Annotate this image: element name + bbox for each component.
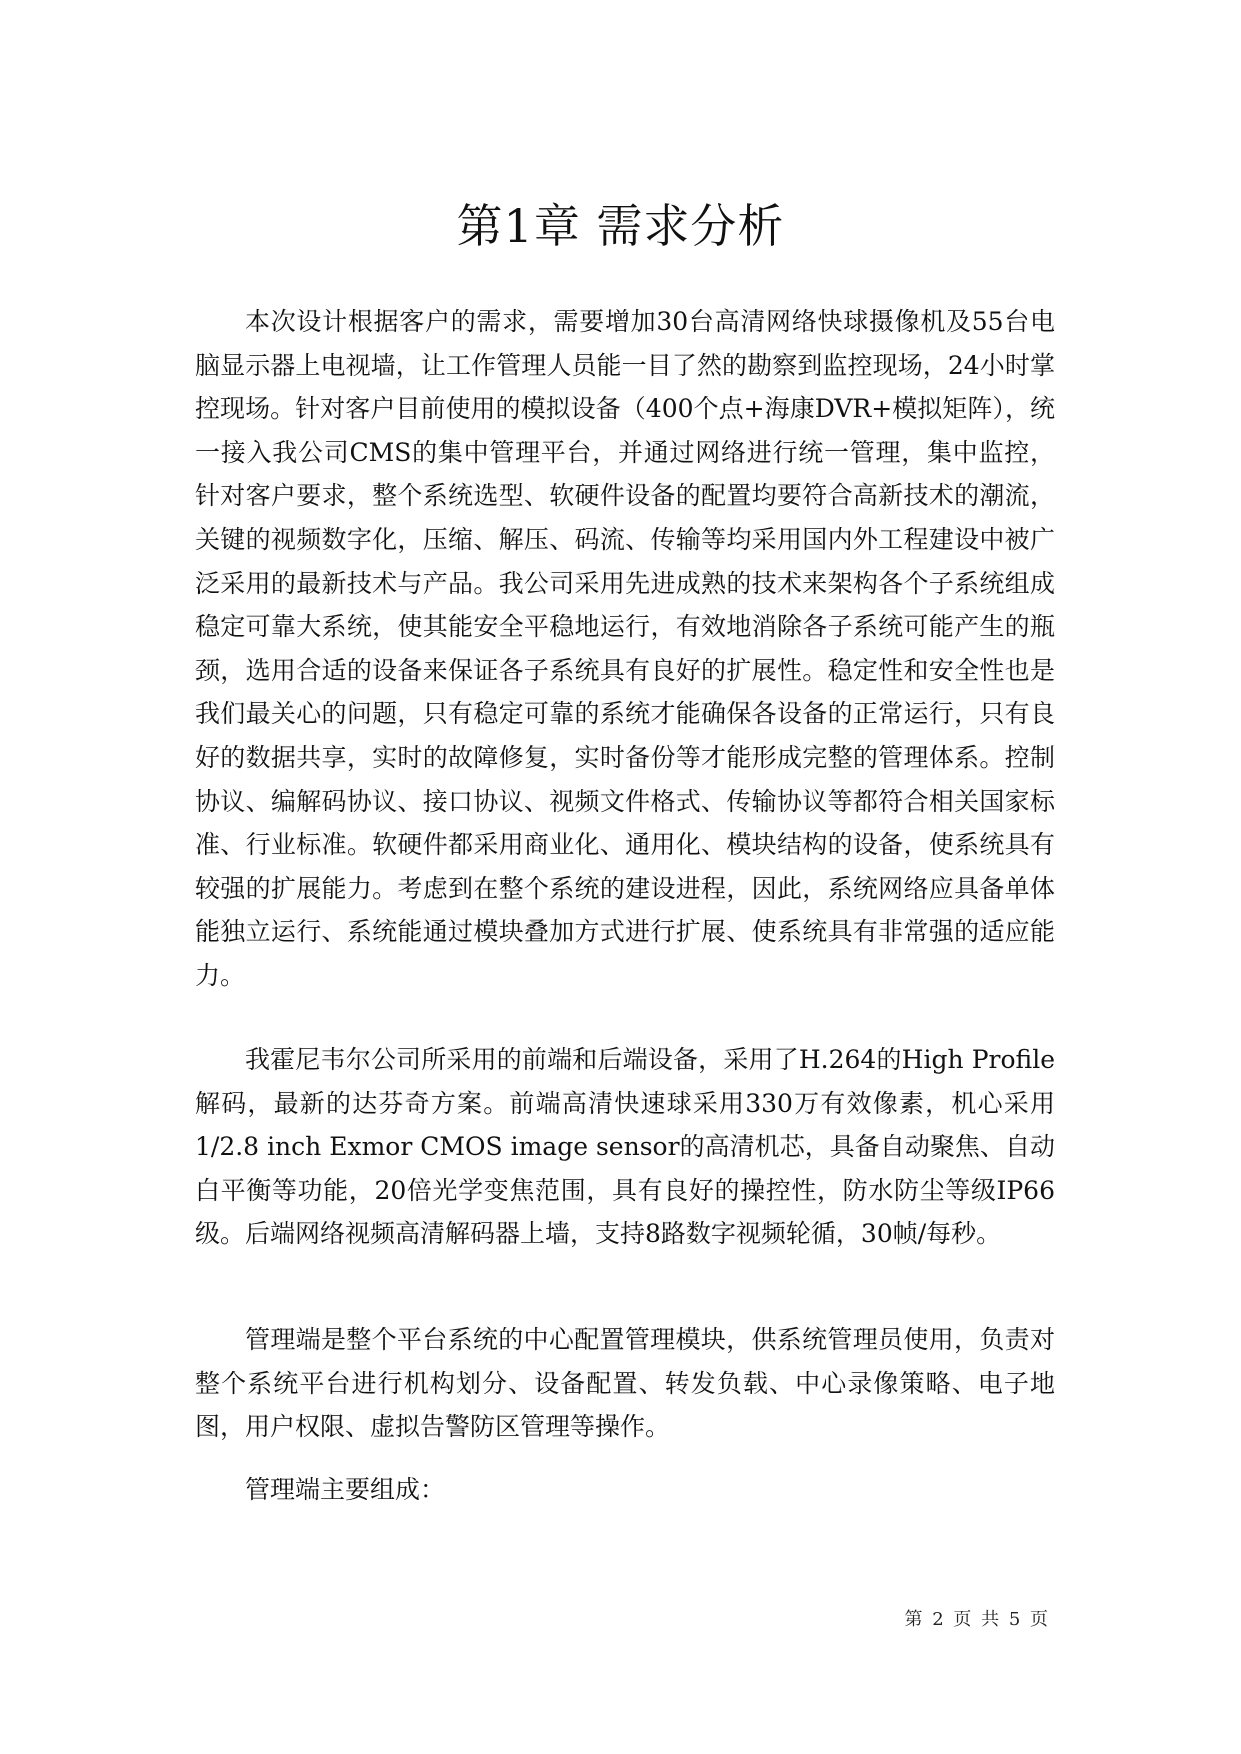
paragraph-management: 管理端是整个平台系统的中心配置管理模块，供系统管理员使用，负责对整个系统平台进行机构划分、设备配置、转发负载、中心录像策略、电子地图，用户权限、虚拟告警防区管理等操作。 [195,1325,1055,1442]
paragraph-equipment: 我霍尼韦尔公司所采用的前端和后端设备，采用了H.264的High Profile解码，最新的达芬奇方案。前端高清快速球采用330万有效像素，机心采用1/2.8 inch Exmor CMOS image sensor的高清机芯，具备自动聚焦、自动白平衡等功能，20倍光学变焦范围，具有良好的操控性，防水防尘等级IP66级。后端网络视频高清解码器上墙，支持8路数字视频轮循，30帧/每秒。 [195,1045,1055,1249]
paragraph-requirements: 本次设计根据客户的需求，需要增加30台高清网络快球摄像机及55台电脑显示器上电视墙，让工作管理人员能一目了然的勘察到监控现场，24小时掌控现场。针对客户目前使用的模拟设备（400个点+海康DVR+模拟矩阵），统一接入我公司CMS的集中管理平台，并通过网络进行统一管理，集中监控，针对客户要求，整个系统选型、软硬件设备的配置均要符合高新技术的潮流，关键的视频数字化，压缩、解压、码流、传输等均采用国内外工程建设中被广泛采用的最新技术与产品。我公司采用先进成熟的技术来架构各个子系统组成稳定可靠大系统，使其能安全平稳地运行，有效地消除各子系统可能产生的瓶颈，选用合适的设备来保证各子系统具有良好的扩展性。稳定性和安全性也是我们最关心的问题，只有稳定可靠的系统才能确保各设备的正常运行，只有良好的数据共享，实时的故障修复，实时备份等才能形成完整的管理体系。控制协议、编解码协议、接口协议、视频文件格式、传输协议等都符合相关国家标准、行业标准。软硬件都采用商业化、通用化、模块结构的设备，使系统具有较强的扩展能力。考虑到在整个系统的建设进程，因此，系统网络应具备单体能独立运行、系统能通过模块叠加方式进行扩展、使系统具有非常强的适应能力。 [195,307,1055,990]
paragraph-management-components: 管理端主要组成： [245,1475,446,1504]
page-number-footer: 第 2 页 共 5 页 [904,1609,1050,1630]
chapter-title: 第1章 需求分析 [456,199,785,253]
